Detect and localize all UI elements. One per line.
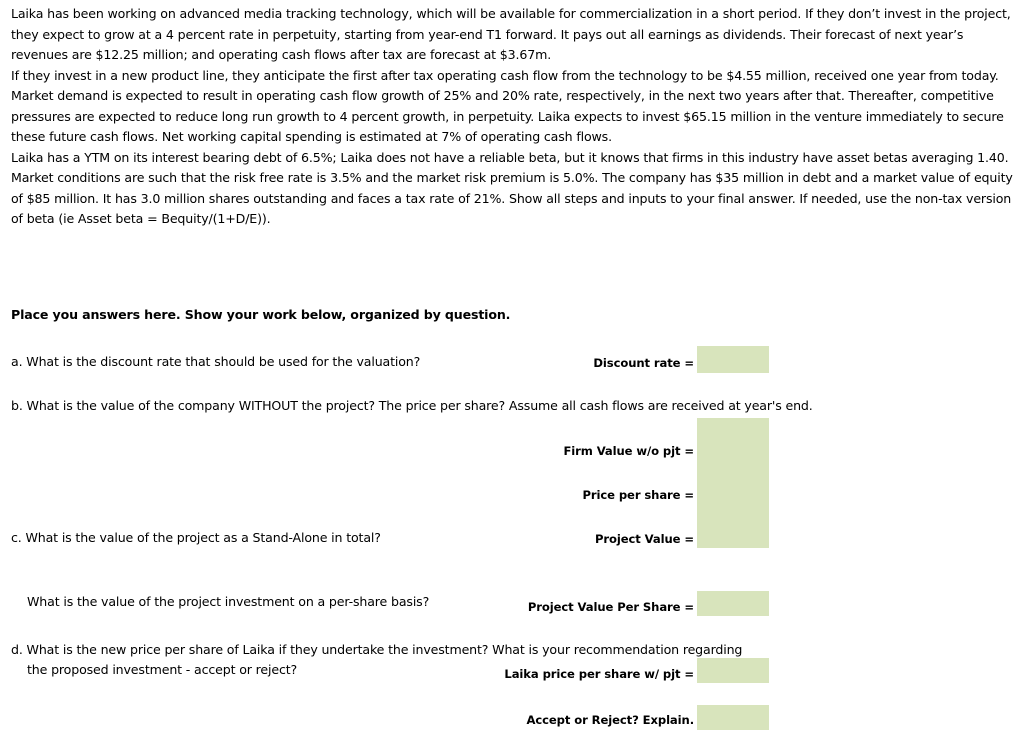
question-d-line-2: the proposed investment - accept or reject? [27,662,298,677]
intro-paragraph-3: Laika has a YTM on its interest bearing debt of 6.5%; Laika does not have a reliable beta, but it knows that firms in this industry have asset betas averaging 1.40. Market conditions are such that the risk free rate is 3.5% and the market risk premium is 5.0%. The company has $35 million in debt and a market value of equity of $85 million. It has 3.0 million shares outstanding and faces a tax rate of 21%. Show all steps and inputs to your final answer. If needed, use the non-tax version of beta (ie Asset beta = Bequity/(1+D/E)). [11,149,1013,226]
question-b: b. What is the value of the company WITHOUT the project? The price per share? Assume all cash flows are received at year's end. [11,398,813,413]
discount-rate-answer-cell[interactable] [697,346,769,373]
project-value-label: Project Value = [595,532,694,546]
question-d-line-1: d. What is the new price per share of Laika if they undertake the investment? What is your recommendation regarding [11,642,743,657]
price-per-share-label: Price per share = [582,488,694,502]
discount-rate-label: Discount rate = [593,356,694,370]
question-c: c. What is the value of the project as a Stand-Alone in total? [11,530,381,545]
project-value-per-share-answer-cell[interactable] [697,591,769,616]
intro-paragraph-2: If they invest in a new product line, they anticipate the first after tax operating cash flow from the technology to be $4.55 million, received one year from today. Market demand is expected to result in operating cash flow growth of 25% and 20% rate, respectively, in the next two years after that. Thereafter, competitive pressures are expected to reduce long run growth to 4 percent growth, in perpetuity. Laika expects to invest $65.15 million in the venture immediately to secure these future cash flows. Net working capital spending is estimated at 7% of operating cash flows. [11,67,1004,144]
laika-price-answer-cell[interactable] [697,658,769,683]
accept-reject-answer-cell[interactable] [697,705,769,730]
accept-reject-label: Accept or Reject? Explain. [526,713,694,727]
answer-block-b-c[interactable] [697,418,769,548]
problem-statement [11,4,1015,230]
question-a: a. What is the discount rate that should be used for the valuation? [11,354,421,369]
laika-price-label: Laika price per share w/ pjt = [504,667,694,681]
question-c-per-share: What is the value of the project investment on a per-share basis? [27,594,430,609]
intro-paragraph-1: Laika has been working on advanced media tracking technology, which will be available for commercialization in a short period. If they don’t invest in the project, they expect to grow at a 4 percent rate in perpetuity, starting from year-end T1 forward. It pays out all earnings as dividends. Their forecast of next year’s revenues are $12.25 million; and operating cash flows after tax are forecast at $3.67m. [11,6,1011,62]
project-value-per-share-label: Project Value Per Share = [527,600,694,614]
firm-value-label: Firm Value w/o pjt = [563,444,694,458]
instructions-heading: Place you answers here. Show your work below, organized by question. [11,307,511,322]
